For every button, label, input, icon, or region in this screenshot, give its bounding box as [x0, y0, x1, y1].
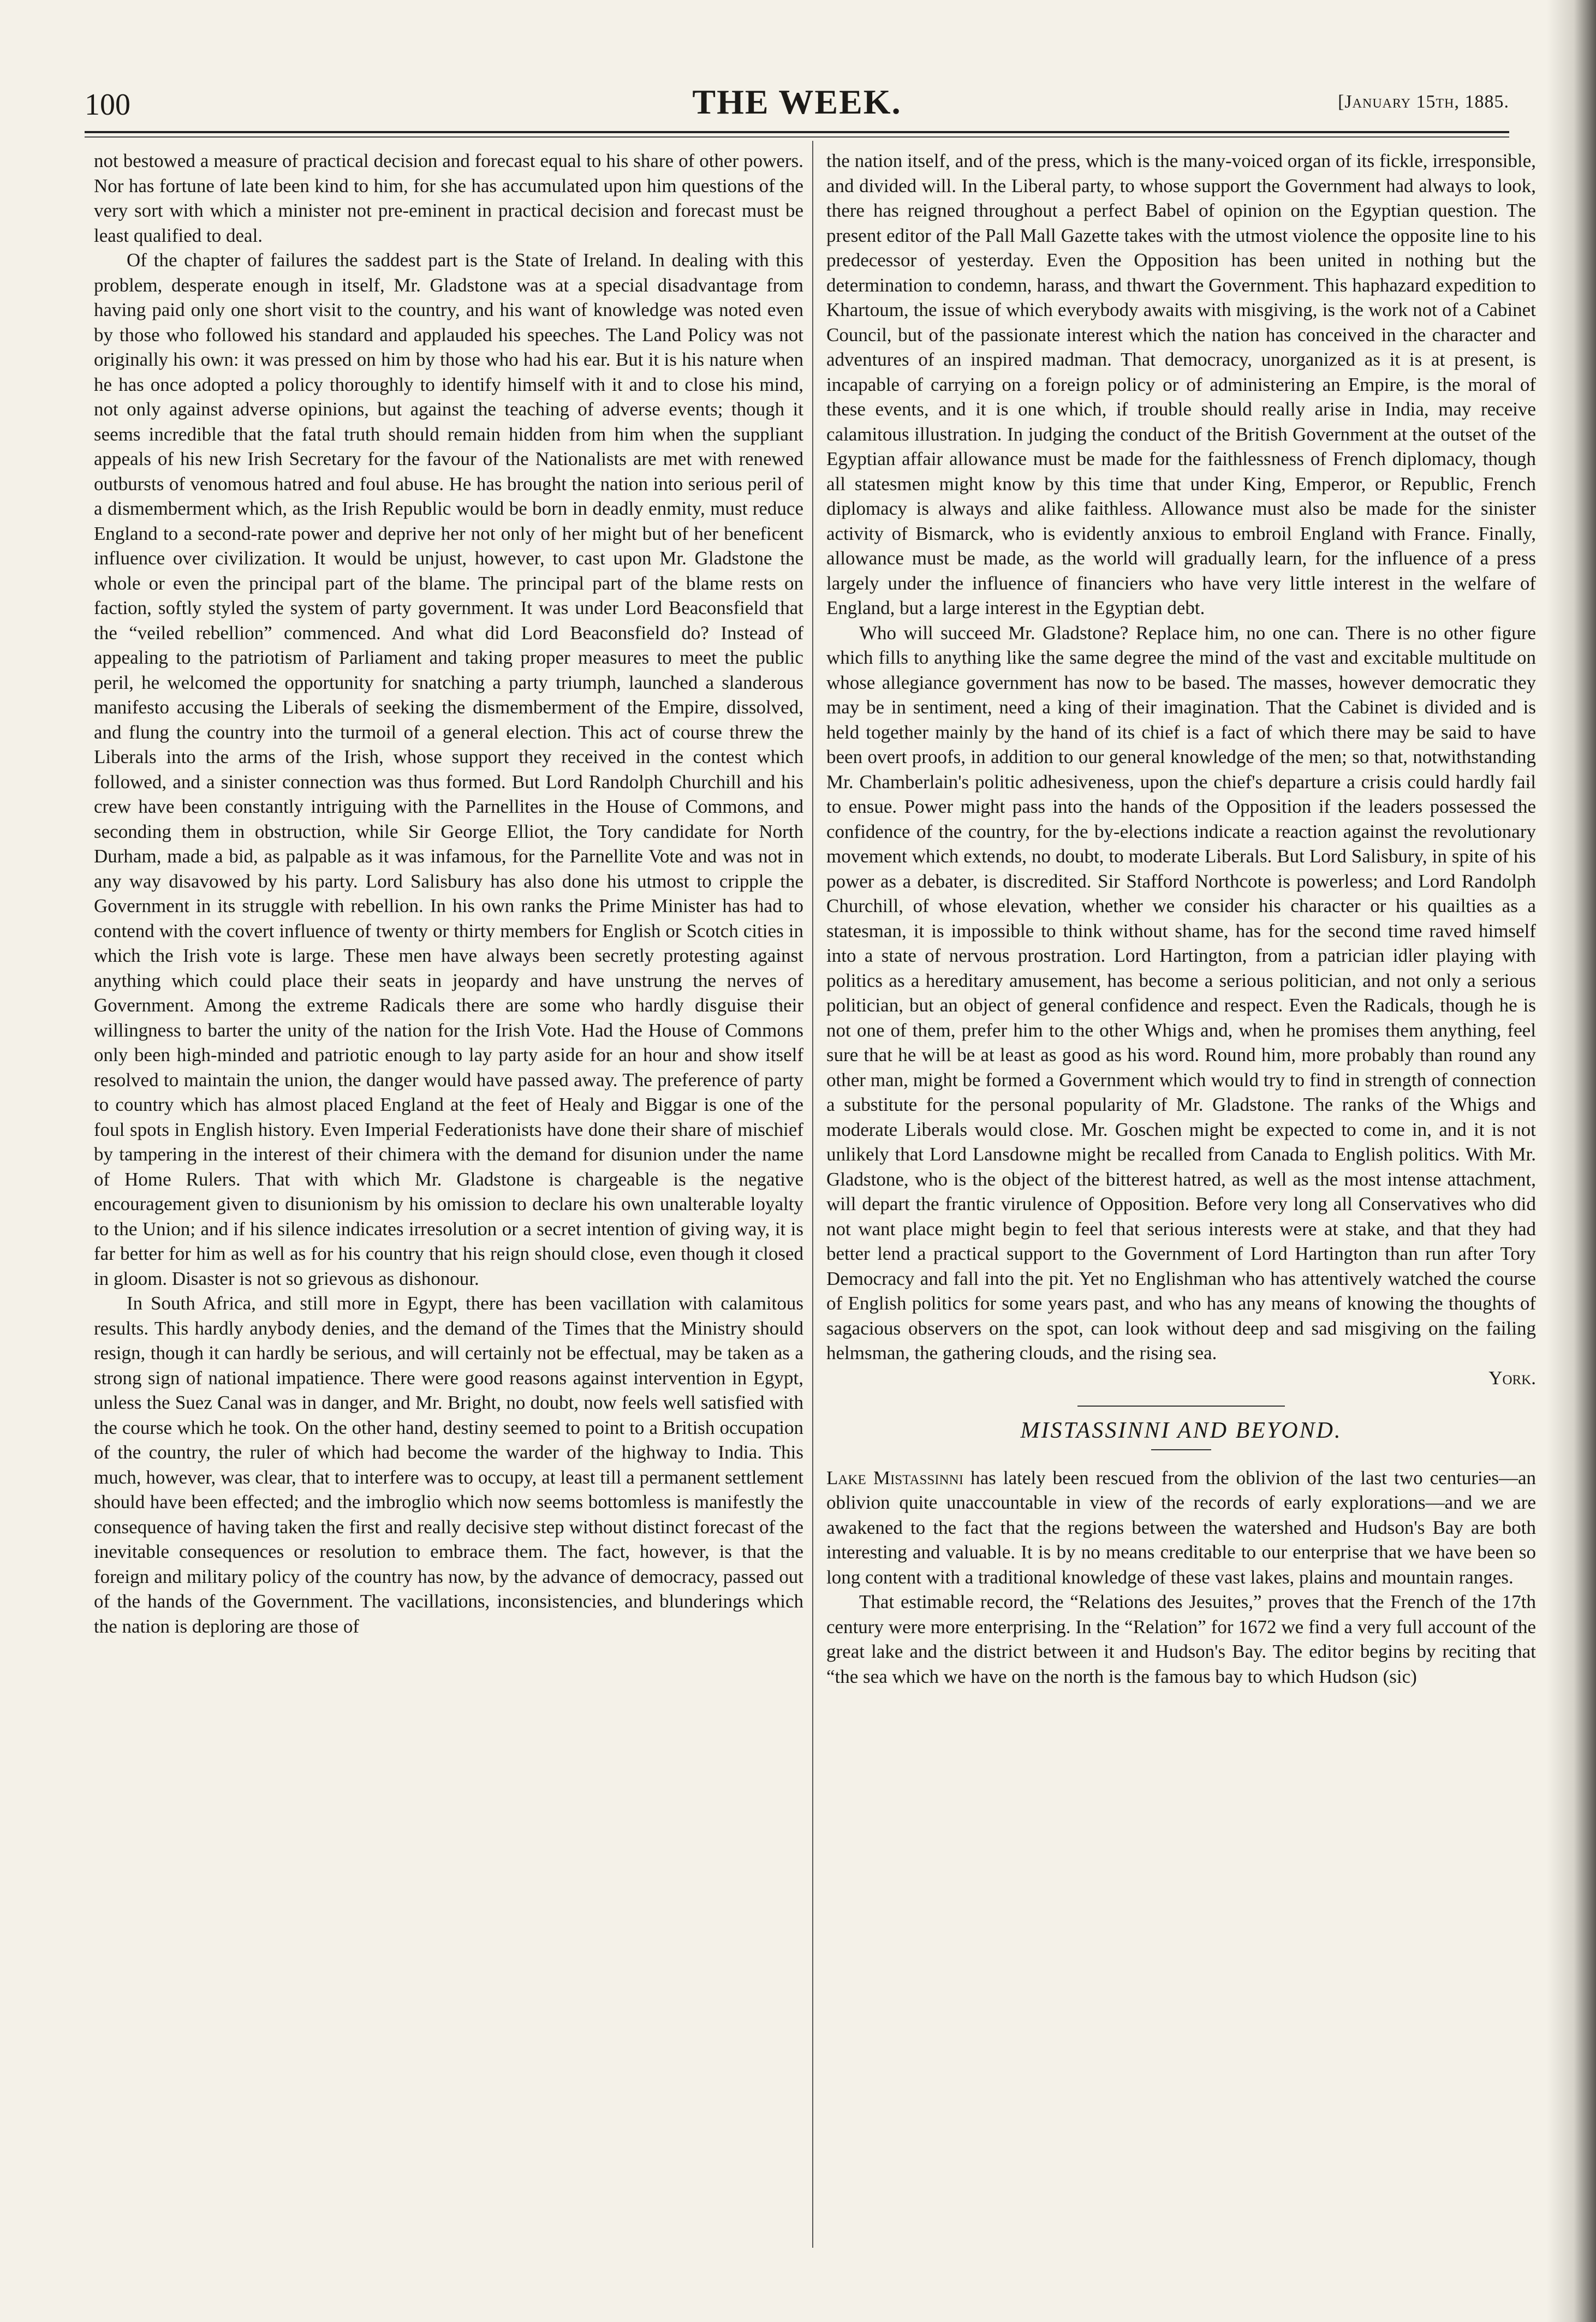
column-divider [812, 141, 813, 2248]
issue-date: [January 15th, 1885. [1338, 92, 1509, 112]
paragraph: Who will succeed Mr. Gladstone? Replace him, no one can. There is no other figure which fills to anything like the same degree the mind of the vast and excitable multitude on whose allegiance government has now to be based. The masses, however democratic they may be in sentiment, need a king of their imagination. That the Cabinet is divided and is held together mainly by the hand of its chief is a fact of which there may be said to have been overt proofs, in addition to our general knowledge of the men; so that, notwithstanding Mr. Chamberlain's politic adhesiveness, upon the chief's departure a crisis could hardly fail to ensue. Power might pass into the hands of the Opposition if the leaders possessed the confidence of the country, for the by-elections indicate a reaction against the revolutionary movement which extends, no doubt, to moderate Liberals. But Lord Salisbury, in spite of his power as a debater, is discredited. Sir Stafford Northcote is powerless; and Lord Randolph Churchill, of whose elevation, whether we consider his character or his quailties as a statesman, it is impossible to think without shame, has for the second time raved himself into a state of nervous prostration. Lord Hartington, from a patrician idler playing with politics as a hereditary amusement, has become a serious politician, and not only a serious politician, but an object of general confidence and respect. Even the Radicals, though he is not one of them, prefer him to the other Whigs and, when he promises them anything, feel sure that he will be at least as good as his word. Round him, more probably than round any other man, might be formed a Government which would try to find in strength of connection a substitute for the personal popularity of Mr. Gladstone. The ranks of the Whigs and moderate Liberals would close. Mr. Goschen might be expected to come in, and it is not unlikely that Lord Lansdowne might be recalled from Canada to English politics. With Mr. Gladstone, who is the object of the bitterest hatred, as well as the most intense attachment, will depart the frantic virulence of Opposition. Before very long all Conservatives who did not want place might begin to feel that serious interests were at stake, and that they had better lend a practical support to the Government of Lord Hartington than run after Tory Democracy and fall into the pit. Yet no Englishman who has attentively watched the course of English politics for some years past, and who has any means of knowing the thoughts of sagacious observers on the spot, can look without deep and sad misgiving on the failing helmsman, the gathering clouds, and the rising sea. [826, 622, 1536, 1364]
author-signature: York. [1488, 1367, 1536, 1389]
article-title: MISTASSINNI AND BEYOND. [1020, 1418, 1342, 1443]
title-underline [1151, 1449, 1211, 1450]
journal-title: THE WEEK. [692, 82, 902, 121]
article-paragraph: That estimable record, the “Relations des Jesuites,” proves that the French of the 17th century were more enterprising. In the “Relation” for 1672 we find a very full account of the great lake and the district between it and Hudson's Bay. The editor begins by reciting that “the sea which we have on the north is the famous bay to which Hudson (sic) [826, 1591, 1536, 1687]
paragraph: In South Africa, and still more in Egypt, there has been vacillation with calamitous results. This hardly anybody denies, and the demand of the Times that the Ministry should resign, though it can hardly be serious, and will certainly not be effectual, may be taken as a strong sign of national impatience. There were good reasons against intervention in Egypt, unless the Suez Canal was in danger, and Mr. Bright, no doubt, now feels well satisfied with the course which he took. On the other hand, destiny seemed to point to a British occupation of the country, the ruler of which had become the warder of the highway to India. This much, however, was clear, that to interfere was to occupy, at least till a permanent settlement should have been effected; and the imbroglio which now seems bottomless is manifestly the consequence of having taken the first and really decisive step without distinct forecast of the inevitable consequences or resolution to embrace them. The fact, however, is that the foreign and military policy of the country has now, by the advance of democracy, passed out of the hands of the Government. The vacillations, inconsistencies, and blunderings which the nation is deploring are those of [94, 1293, 803, 1637]
page-header [85, 82, 1509, 131]
left-column [94, 148, 803, 1639]
section-divider [1077, 1406, 1285, 1407]
paragraph-text: has lately been rescued from the oblivion of the last two centuries—an oblivion quite unaccountable in view of the records of early explorations—and we are awakened to the fact that the regions between the watershed and Hudson's Bay are both interesting and valuable. It is by no means creditable to our enterprise that we have been so long content with a traditional knowledge of these vast lakes, plains and mountain ranges. [826, 1467, 1536, 1588]
page-number: 100 [85, 88, 130, 122]
header-rule [85, 131, 1509, 133]
article-paragraph [826, 1466, 1536, 1590]
page-edge-shadow [1547, 0, 1596, 2322]
paragraph: the nation itself, and of the press, which is the many-voiced organ of its fickle, irresponsible, and divided will. In the Liberal party, to whose support the Government had always to look, there has reigned throughout a perfect Babel of opinion on the Egyptian question. The present editor of the Pall Mall Gazette takes with the utmost violence the opposite line to his predecessor of yesterday. Even the Opposition has been united in nothing but the determination to condemn, harass, and thwart the Government. This haphazard expedition to Khartoum, the issue of which everybody awaits with misgiving, is the work not of a Cabinet Council, but of the passionate interest which the nation has conceived in the character and adventures of an inspired madman. That democracy, unorganized as it is at present, is incapable of carrying on a foreign policy or of administering an Empire, is the moral of these events, and it is one which, if trouble should really arise in India, may receive calamitous illustration. In judging the conduct of the British Government at the outset of the Egyptian affair allowance must be made for the faithlessness of French diplomacy, though all statesmen might know by this time that under King, Emperor, or Republic, French diplomacy is always and alike faithless. Allowance must also be made for the sinister activity of Bismarck, who is evidently anxious to embroil England with France. Finally, allowance must be made, as the world will gradually learn, for the influence of a press largely under the influence of financiers who have very little interest in the welfare of England, but a large interest in the Egyptian debt. [826, 150, 1536, 618]
paragraph: Of the chapter of failures the saddest part is the State of Ireland. In dealing with this problem, desperate enough in itself, Mr. Gladstone was at a special disadvantage from having paid only one short visit to the country, and his want of knowledge was noted even by those who followed his standard and applauded his speeches. The Land Policy was not originally his own: it was pressed on him by those who had his ear. But it is his nature when he has once adopted a policy thoroughly to identify himself with it and to close his mind, not only against adverse opinions, but against the teaching of adverse events; though it seems incredible that the fatal truth should remain hidden from him when the suppliant appeals of his new Irish Secretary for the favour of the Nationalists are met with renewed outbursts of venomous hatred and foul abuse. He has brought the nation into serious peril of a dismemberment which, as the Irish Republic would be born in deadly enmity, must reduce England to a second-rate power and deprive her not only of her might but of her beneficent influence over civilization. It would be unjust, however, to cast upon Mr. Gladstone the whole or even the principal part of the blame. The principal part of the blame rests on faction, softly styled the system of party government. It was under Lord Beaconsfield that the “veiled rebellion” commenced. And what did Lord Beaconsfield do? Instead of appealing to the patriotism of Parliament and taking proper measures to meet the public peril, he welcomed the opportunity for snatching a party triumph, launched a slanderous manifesto accusing the Liberals of seeking the dismemberment of the Empire, dissolved, and flung the country into the turmoil of a general election. This act of course threw the Liberals into the arms of the Irish, whose support they received in the contest which followed, and a sinister connection was thus formed. But Lord Randolph Churchill and his crew have been constantly intriguing with the Parnellites in the House of Commons, and seconding them in obstruction, while Sir George Elliot, the Tory candidate for North Durham, made a bid, as palpable as it was infamous, for the Parnellite Vote and was not in any way disavowed by his party. Lord Salisbury has also done his utmost to cripple the Government in its struggle with rebellion. In his own ranks the Prime Minister has had to contend with the covert influence of twenty or thirty members for English or Scotch cities in which the Irish vote is large. These men have always been secretly protesting against anything which could place their seats in jeopardy and have unstrung the nerves of Government. Among the extreme Radicals there are some who hardly disguise their willingness to barter the unity of the nation for the Irish Vote. Had the House of Commons only been high-minded and patriotic enough to lay party aside for an hour and show itself resolved to maintain the union, the danger would have passed away. The preference of party to country which has almost placed England at the feet of Healy and Biggar is one of the foul spots in English history. Even Imperial Federationists have done their share of mischief by tampering in the interest of their chimera with the demand for disunion under the name of Home Rulers. That with which Mr. Gladstone is chargeable is the negative encouragement given to disunionism by his omission to declare his own unalterable loyalty to the Union; and if his silence indicates irresolution or a secret intention of giving way, it is far better for him as well as for his country that his reign should close, even though it closed in gloom. Disaster is not so grievous as dishonour. [94, 249, 803, 1289]
header-rule-thin [85, 136, 1509, 138]
lead-in: Lake Mistassinni [826, 1467, 964, 1489]
right-column [826, 148, 1536, 1689]
paragraph: not bestowed a measure of practical decision and forecast equal to his share of other powers. Nor has fortune of late been kind to him, for she has accumulated upon him questions of the very sort with which a minister not pre-eminent in practical decision and forecast must be least qualified to deal. [94, 150, 803, 246]
